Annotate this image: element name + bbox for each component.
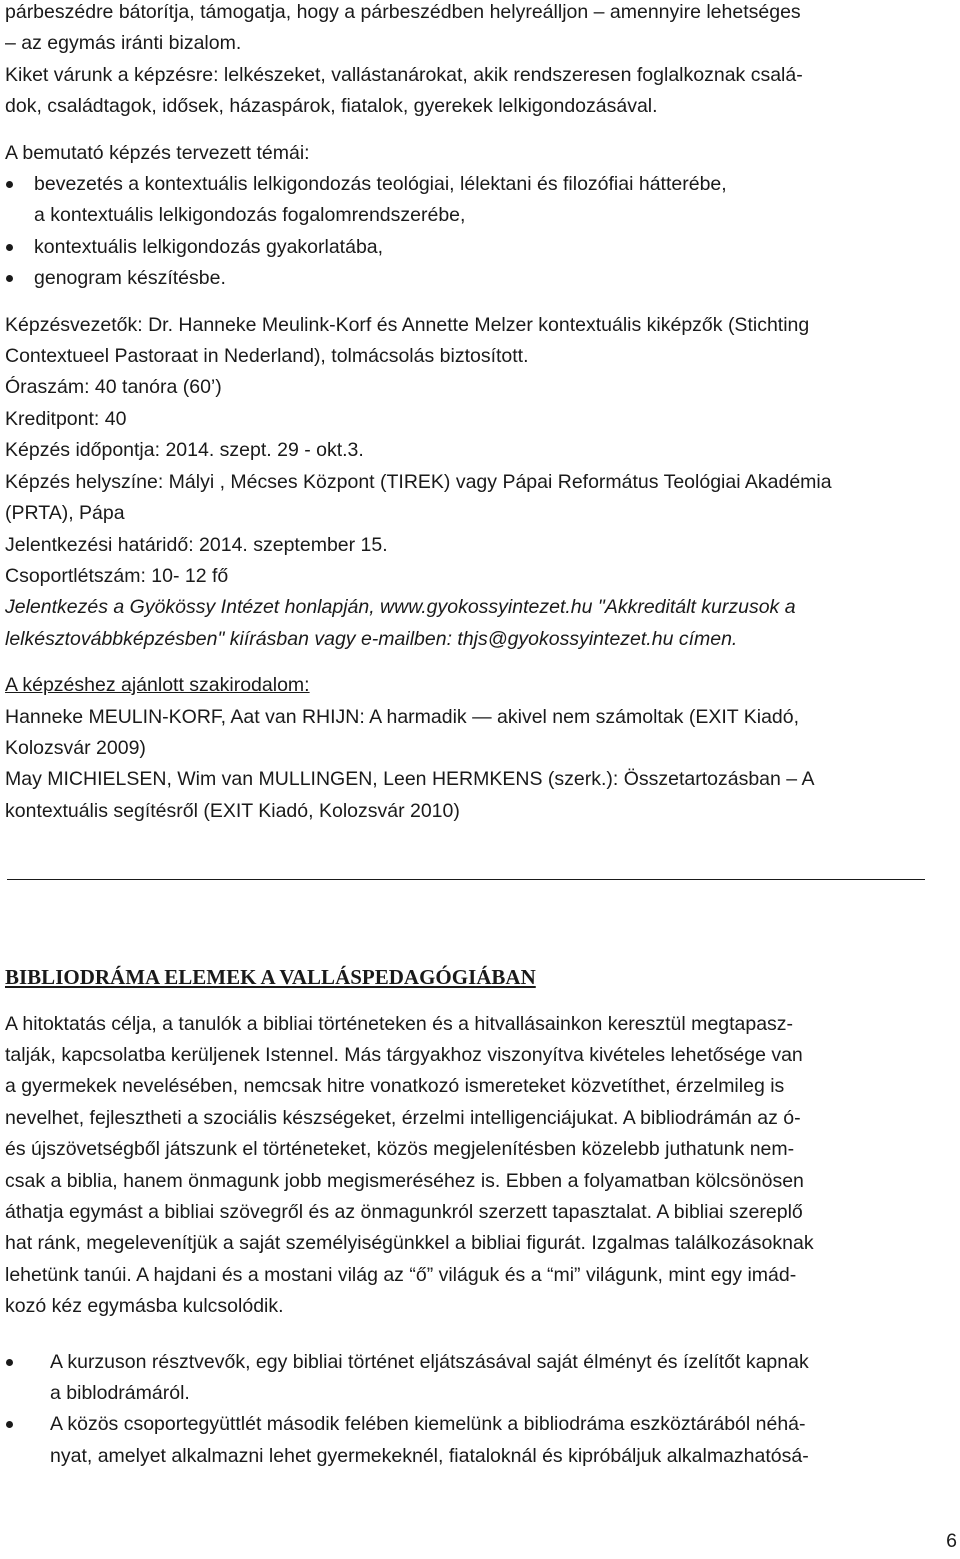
list-item [5, 1347, 957, 1410]
venue [5, 467, 957, 530]
reference-line: kontextuális segítésről (EXIT Kiadó, Kolozsvár 2010) [5, 799, 460, 822]
group-size: Csoportlétszám: 10- 12 fő [5, 564, 229, 587]
topics-list [5, 169, 957, 295]
literature-heading: A képzéshez ajánlott szakirodalom: [5, 674, 310, 697]
reference-line: May MICHIELSEN, Wim van MULLINGEN, Leen HERMKENS (szerk.): Összetartozásban – A [5, 768, 815, 791]
leaders [5, 310, 957, 373]
credits: Kreditpont: 40 [5, 407, 127, 430]
bibliodrama-paragraph [5, 1009, 957, 1323]
topic-item [5, 263, 957, 294]
paragraph-line: kozó kéz egymásba kulcsolódik. [5, 1295, 284, 1318]
reference [5, 764, 957, 827]
paragraph-line: A hitoktatás célja, a tanulók a bibliai történeteken és a hitvallásainkon keresztül megtapasz- [5, 1012, 794, 1035]
intro-text [5, 0, 957, 123]
leaders-line: Contextueel Pastoraat in Nederland), tolmácsolás biztosított. [5, 345, 529, 368]
literature-section [5, 670, 957, 827]
topic-text: kontextuális lelkigondozás gyakorlatába, [34, 235, 384, 258]
paragraph-line: csak a biblia, hanem önmagunk jobb megismeréséhez is. Ebben a folyamatban kölcsönösen [5, 1169, 804, 1192]
topic-text: bevezetés a kontextuális lelkigondozás teológiai, lélektani és filozófiai hátterébe, [34, 173, 727, 196]
list-item-text: A közös csoportegyüttlét második felében kiemelünk a bibliodráma eszköztárából néhá- [50, 1413, 806, 1436]
application-line: Jelentkezés a Gyökössy Intézet honlapján, www.gyokossyintezet.hu "Akkreditált kurzusok a [5, 596, 796, 619]
application-info [5, 592, 957, 655]
list-item-text: A kurzuson résztvevők, egy bibliai történet eljátszásával saját élményt és ízelítőt kapnak [50, 1350, 809, 1373]
paragraph-line: áthatja egymást a bibliai szövegről és az önmagunkról szerzett tapasztalat. A bibliai szereplő [5, 1201, 803, 1223]
intro-line: – az egymás iránti bizalom. [5, 32, 242, 55]
venue-line: Képzés helyszíne: Mályi , Mécses Központ (TIREK) vagy Pápai Református Teológiai Akadémia [5, 470, 832, 493]
paragraph-line: és újszövetségből játszunk el történeteket, közös megjelenítésben közelebb juthatunk nem- [5, 1138, 795, 1161]
paragraph-line: a gyermekek nevelésében, nemcsak hitre vonatkozó ismereteket közvetíthet, érzelmileg is [5, 1075, 785, 1098]
section-heading: BIBLIODRÁMA ELEMEK A VALLÁSPEDAGÓGIÁBAN [5, 965, 536, 990]
intro-line: dok, családtagok, idősek, házaspárok, fiatalok, gyerekek lelkigondozásával. [5, 95, 658, 118]
reference-line: Kolozsvár 2009) [5, 736, 146, 759]
paragraph-line: lehetünk tanúi. A hajdani és a mostani világ az “ő” világuk és a “mi” világunk, mint egy imád- [5, 1263, 797, 1286]
paragraph-line: nevelhet, fejlesztheti a szociális készségeket, érzelmi intelligenciájukat. A bibliodrámán az ó- [5, 1106, 801, 1129]
application-line: lelkésztovábbképzésben" kiírásban vagy e-mailben: thjs@gyokossyintezet.hu címen. [5, 627, 738, 650]
reference [5, 702, 957, 765]
intro-line: párbeszédre bátorítja, támogatja, hogy a párbeszédben helyreálljon – amennyire lehetséges [5, 1, 801, 23]
intro-line: Kiket várunk a képzésre: lelkészeket, vallástanárokat, akik rendszeresen foglalkoznak csalá- [5, 63, 803, 86]
list-item-text: nyat, amelyet alkalmazni lehet gyermekeknél, fiataloknál és kipróbáljuk alkalmazhatósá- [50, 1444, 809, 1467]
leaders-line: Képzésvezetők: Dr. Hanneke Meulink-Korf és Annette Melzer kontextuális kiképzők (Stichting [5, 313, 810, 336]
course-date: Képzés időpontja: 2014. szept. 29 - okt.3. [5, 439, 364, 462]
topic-item [5, 232, 957, 263]
course-details [5, 310, 957, 655]
paragraph-line: hat ránk, megelevenítjük a saját személyiségünkkel a bibliai figurát. Izgalmas találkozásoknak [5, 1232, 814, 1255]
hours: Óraszám: 40 tanóra (60’) [5, 376, 222, 399]
document-page [5, 0, 957, 1472]
topics-heading: A bemutató képzés tervezett témái: [5, 141, 310, 164]
topic-text: a kontextuális lelkigondozás fogalomrendszerébe, [34, 204, 466, 227]
bibliodrama-list [5, 1347, 957, 1473]
topic-item [5, 169, 957, 232]
deadline: Jelentkezési határidő: 2014. szeptember 15. [5, 533, 388, 556]
page-number: 6 [946, 1530, 957, 1552]
venue-line: (PRTA), Pápa [5, 502, 125, 525]
reference-line: Hanneke MEULIN-KORF, Aat van RHIJN: A harmadik — akivel nem számoltak (EXIT Kiadó, [5, 705, 800, 728]
list-item-text: a biblodrámáról. [50, 1382, 190, 1405]
list-item [5, 1409, 957, 1472]
topic-text: genogram készítésbe. [34, 267, 226, 290]
paragraph-line: talják, kapcsolatba kerüljenek Istennel. Más tárgyakhoz viszonyítva kivételes lehetősége van [5, 1043, 803, 1066]
